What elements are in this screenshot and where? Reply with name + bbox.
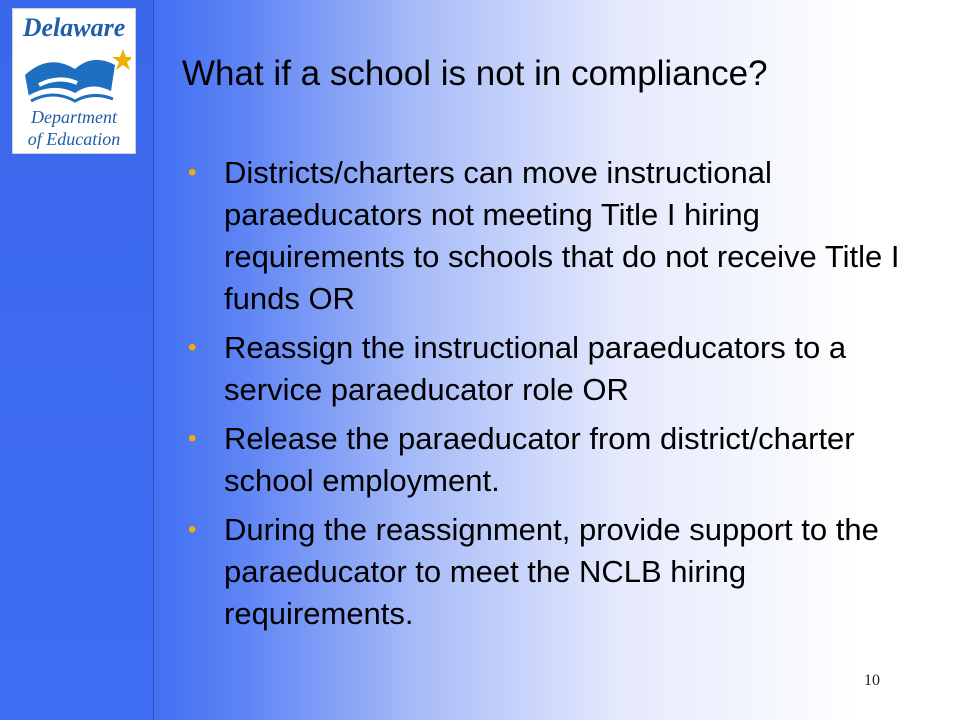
bullet-text: Release the paraeducator from district/charter school employment. [224, 421, 855, 498]
bullet-icon: • [188, 159, 197, 186]
left-sidebar-bar [0, 0, 154, 720]
logo-text-department: Department [31, 107, 117, 127]
delaware-doe-logo [12, 8, 136, 154]
bullet-icon: • [188, 516, 197, 543]
bullet-item [186, 327, 906, 411]
logo-text-of-education: of Education [27, 129, 121, 149]
slide-title: What if a school is not in compliance? [182, 54, 768, 93]
book-star-icon [19, 45, 131, 107]
bullet-text: Districts/charters can move instructional paraeducators not meeting Title I hiring requirements to schools that do not receive Title I funds OR [224, 155, 900, 316]
bullet-icon: • [188, 334, 197, 361]
bullet-list [186, 152, 906, 642]
slide-number: 10 [864, 672, 880, 689]
bullet-item [186, 509, 906, 635]
bullet-text: During the reassignment, provide support to the paraeducator to meet the NCLB hiring requirements. [224, 512, 879, 631]
bullet-item [186, 152, 906, 320]
bullet-item [186, 418, 906, 502]
logo-text-delaware: Delaware [22, 13, 126, 42]
bullet-text: Reassign the instructional paraeducators to a service paraeducator role OR [224, 330, 847, 407]
bullet-icon: • [188, 425, 197, 452]
